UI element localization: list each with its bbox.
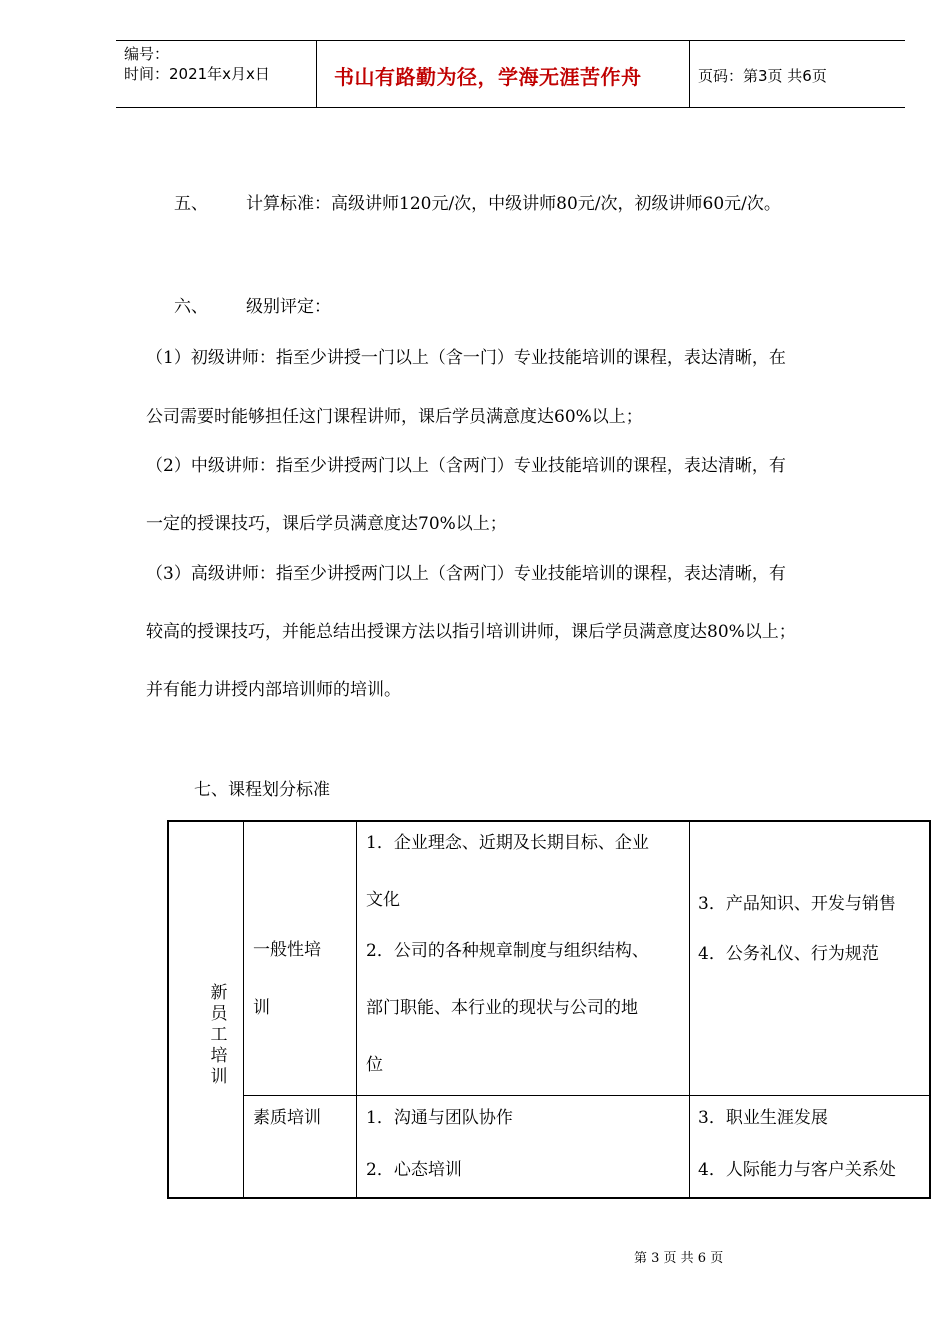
row1-type-line1: 一般性培 — [253, 940, 321, 960]
table-category-cell: 新员工培训 — [210, 983, 228, 1087]
header-divider-right — [689, 40, 690, 107]
row2-col1-line1: 1．沟通与团队协作 — [366, 1108, 513, 1128]
level-junior-line1: （1）初级讲师：指至少讲授一门以上（含一门）专业技能培训的课程，表达清晰，在 — [146, 348, 786, 368]
row1-col1-line1: 1．企业理念、近期及长期目标、企业 — [366, 833, 649, 853]
table-left-border — [167, 820, 169, 1198]
row2-type: 素质培训 — [253, 1108, 321, 1128]
table-row-divider — [243, 1095, 931, 1096]
row2-col1-line2: 2．心态培训 — [366, 1160, 462, 1180]
table-top-border — [167, 820, 931, 822]
row1-type-line2: 训 — [253, 998, 270, 1018]
row2-col2-line1: 3．职业生涯发展 — [698, 1108, 828, 1128]
row2-col2-line2: 4．人际能力与客户关系处 — [698, 1160, 896, 1180]
section-five-number: 五、 — [174, 194, 208, 214]
header-number-label: 编号： — [124, 45, 170, 63]
row1-col1-line5: 位 — [366, 1055, 383, 1075]
header-divider-left — [316, 40, 317, 107]
level-senior-line1: （3）高级讲师：指至少讲授两门以上（含两门）专业技能培训的课程，表达清晰，有 — [146, 564, 786, 584]
table-bottom-border — [167, 1197, 931, 1199]
header-page-label: 页码：第3页 共6页 — [698, 67, 827, 85]
table-col-divider-1 — [243, 820, 244, 1198]
header-time-label: 时间：2021年x月x日 — [124, 65, 270, 83]
section-six-title: 级别评定： — [246, 297, 331, 317]
row1-col1-line2: 文化 — [366, 890, 400, 910]
header-bottom-rule — [116, 107, 905, 108]
section-seven-title: 七、课程划分标准 — [194, 780, 330, 800]
page-footer: 第 3 页 共 6 页 — [634, 1251, 724, 1266]
level-junior-line2: 公司需要时能够担任这门课程讲师，课后学员满意度达60%以上； — [146, 407, 643, 427]
section-five-text: 计算标准：高级讲师120元/次，中级讲师80元/次，初级讲师60元/次。 — [246, 194, 781, 214]
header-motto: 书山有路勤为径，学海无涯苦作舟 — [334, 65, 642, 89]
table-right-border — [929, 820, 931, 1198]
level-senior-line2: 较高的授课技巧，并能总结出授课方法以指引培训讲师，课后学员满意度达80%以上； — [146, 622, 796, 642]
level-senior-line3: 并有能力讲授内部培训师的培训。 — [146, 680, 401, 700]
level-middle-line2: 一定的授课技巧，课后学员满意度达70%以上； — [146, 514, 507, 534]
row1-col1-line4: 部门职能、本行业的现状与公司的地 — [366, 998, 638, 1018]
table-col-divider-3 — [689, 820, 690, 1198]
level-middle-line1: （2）中级讲师：指至少讲授两门以上（含两门）专业技能培训的课程，表达清晰，有 — [146, 456, 786, 476]
row1-col1-line3: 2．公司的各种规章制度与组织结构、 — [366, 941, 649, 961]
row1-col2-line1: 3．产品知识、开发与销售 — [698, 894, 896, 914]
header-top-rule — [116, 40, 905, 41]
row1-col2-line2: 4．公务礼仪、行为规范 — [698, 944, 879, 964]
section-six-number: 六、 — [174, 297, 208, 317]
table-col-divider-2 — [356, 820, 357, 1198]
